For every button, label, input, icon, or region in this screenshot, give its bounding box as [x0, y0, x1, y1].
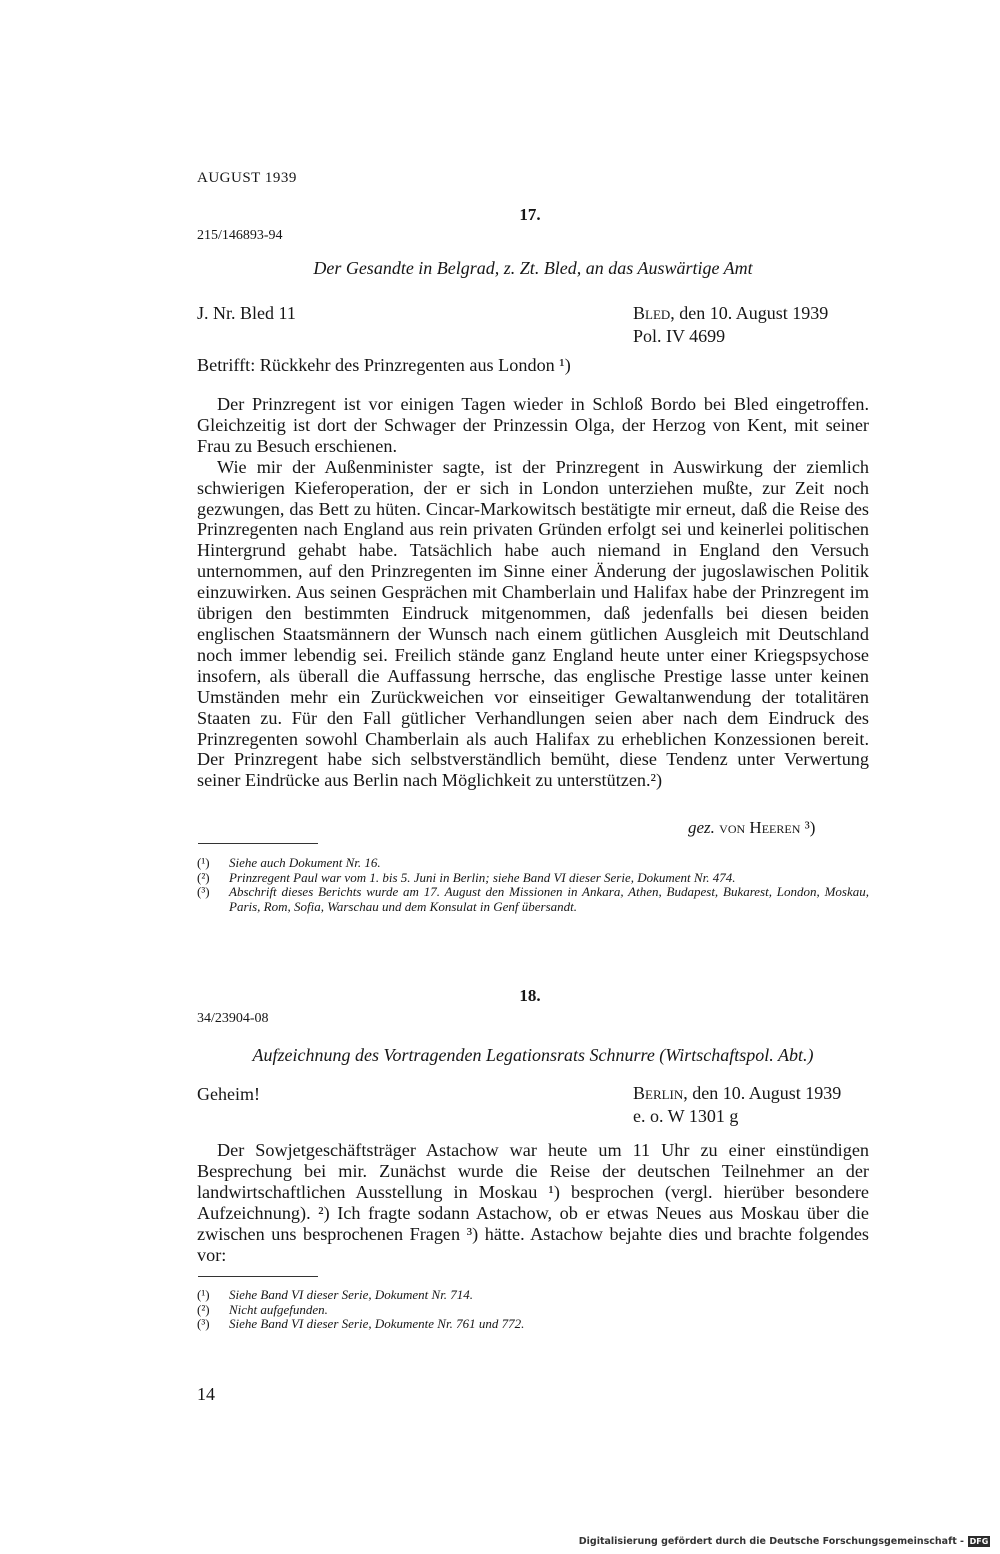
body-paragraph: Der Sowjetgeschäftsträger Astachow war heute um 11 Uhr zu einer einstündigen Besprechung bei mir. Zunächst wurde die Reise der deutschen Teilnehmer an der landwirtschaftlichen Ausstellung in Moskau ¹) besprochen (vergl. hierüber besondere Aufzeichnung). ²) Ich fragte sodann Astachow, ob er etwas Neues aus Moskau über die zwischen uns besprochenen Fragen ³) hätte. Astachow bejahte dies und brachte folgendes vor:: [197, 1140, 869, 1265]
running-head: AUGUST 1939: [197, 170, 297, 186]
footnote: (¹) Siehe Band VI dieser Serie, Dokument Nr. 714.: [197, 1287, 474, 1302]
footnotes: [197, 856, 869, 914]
footnote: (²) Nicht aufgefunden.: [197, 1301, 328, 1317]
body-paragraph: Wie mir der Außenminister sagte, ist der Prinzregent in Auswirkung der ziemlich schwierigen Kieferoperation, der er sich in London unterziehen mußte, zur Zeit noch gezwungen, das Bett zu hüten. Cincar-Markowitsch bestätigte mir erneut, daß die Reise des Prinzregenten nach England aus rein privaten Gründen erfolgt sei und keinerlei politischen Hintergrund gehabt habe. Tatsächlich habe auch niemand in England den Versuch unternommen, auf den Prinzregenten im Sinne einer Änderung der jugoslawischen Politik einzuwirken. Aus seinen Gesprächen mit Chamberlain und Halifax habe der Prinzregent im übrigen den bestimmten Eindruck mitgenommen, daß jedenfalls bei diesen beiden englischen Staatsmännern der Wunsch nach einem gütlichen Ausgleich mit Deutschland noch immer lebendig sei. Freilich stände ganz England heute unter einer Kriegspsychose insofern, als überall die Auffassung herrsche, das englische Prestige lasse unter keinen Umständen mehr ein Zurückweichen vor einseitiger Gewaltanwendung der totalitären Staaten zu. Für den Fall gütlicher Verhandlungen seien aber nach dem Eindruck des Prinzregenten sowohl Chamberlain als auch Halifax zu erheblichen Konzessionen bereit. Der Prinzregent habe sich selbstverständlich bemüht, diese Tendenz unter Verwertung seiner Eindrücke aus Berlin nach Möglichkeit zu unterstützen.²): [197, 456, 869, 791]
political-reference: Pol. IV 4699: [633, 326, 726, 346]
place-date-block: [633, 1082, 841, 1128]
footnote: (³) Siehe Band VI dieser Serie, Dokumente Nr. 761 und 772.: [197, 1316, 525, 1331]
footnote-divider: [198, 1276, 318, 1277]
date: , den 10. August 1939: [683, 1083, 842, 1103]
document-number: 18.: [519, 986, 541, 1005]
signature-footnote-mark: ³): [800, 818, 816, 837]
footnote: (¹) Siehe auch Dokument Nr. 16.: [197, 855, 381, 870]
journal-number: J. Nr. Bled 11: [197, 303, 296, 323]
date: , den 10. August 1939: [670, 303, 829, 323]
subject-line: [197, 355, 869, 376]
place: Berlin: [633, 1083, 684, 1103]
subject-text: Betrifft: Rückkehr des Prinzregenten aus London ¹): [197, 355, 571, 375]
document-number: 17.: [519, 205, 541, 224]
footnote: (³) Abschrift dieses Berichts wurde am 17. August den Missionen in Ankara, Athen, Budapest, Bukarest, London, Moskau, Paris, Rom, Sofia, Warschau und dem Konsulat in Genf übersandt.: [197, 884, 869, 914]
signature: [688, 818, 815, 838]
document-heading: Der Gesandte in Belgrad, z. Zt. Bled, an das Auswärtige Amt: [313, 258, 753, 278]
place-date-block: [633, 302, 828, 348]
document-reference: 215/146893-94: [197, 228, 283, 243]
document-body: [197, 394, 869, 791]
place: Bled: [633, 303, 671, 323]
page-number: 14: [197, 1384, 215, 1404]
signature-prefix: gez.: [688, 818, 720, 837]
credit-text: Digitalisierung gefördert durch die Deutsche Forschungsgemeinschaft -: [578, 1536, 964, 1547]
body-paragraph: Der Prinzregent ist vor einigen Tagen wieder in Schloß Bordo bei Bled eingetroffen. Gleichzeitig ist dort der Schwager der Prinzessin Olga, der Herzog von Kent, mit seiner Frau zu Besuch erschienen.: [197, 394, 869, 456]
footnote: (²) Prinzregent Paul war vom 1. bis 5. Juni in Berlin; siehe Band VI dieser Serie, Dokument Nr. 474.: [197, 869, 736, 885]
footnotes: [197, 1288, 869, 1332]
document-body: [197, 1140, 869, 1265]
classification: Geheim!: [197, 1084, 260, 1104]
dfg-logo-icon: DFG: [969, 1537, 989, 1546]
footnote-divider: [198, 843, 318, 844]
document-reference: 34/23904-08: [197, 1011, 269, 1026]
signature-name: von Heeren: [719, 818, 801, 837]
digitization-credit: [579, 1536, 990, 1547]
file-reference: e. o. W 1301 g: [633, 1106, 739, 1126]
document-heading: Aufzeichnung des Vortragenden Legationsrats Schnurre (Wirtschaftspol. Abt.): [252, 1045, 814, 1065]
